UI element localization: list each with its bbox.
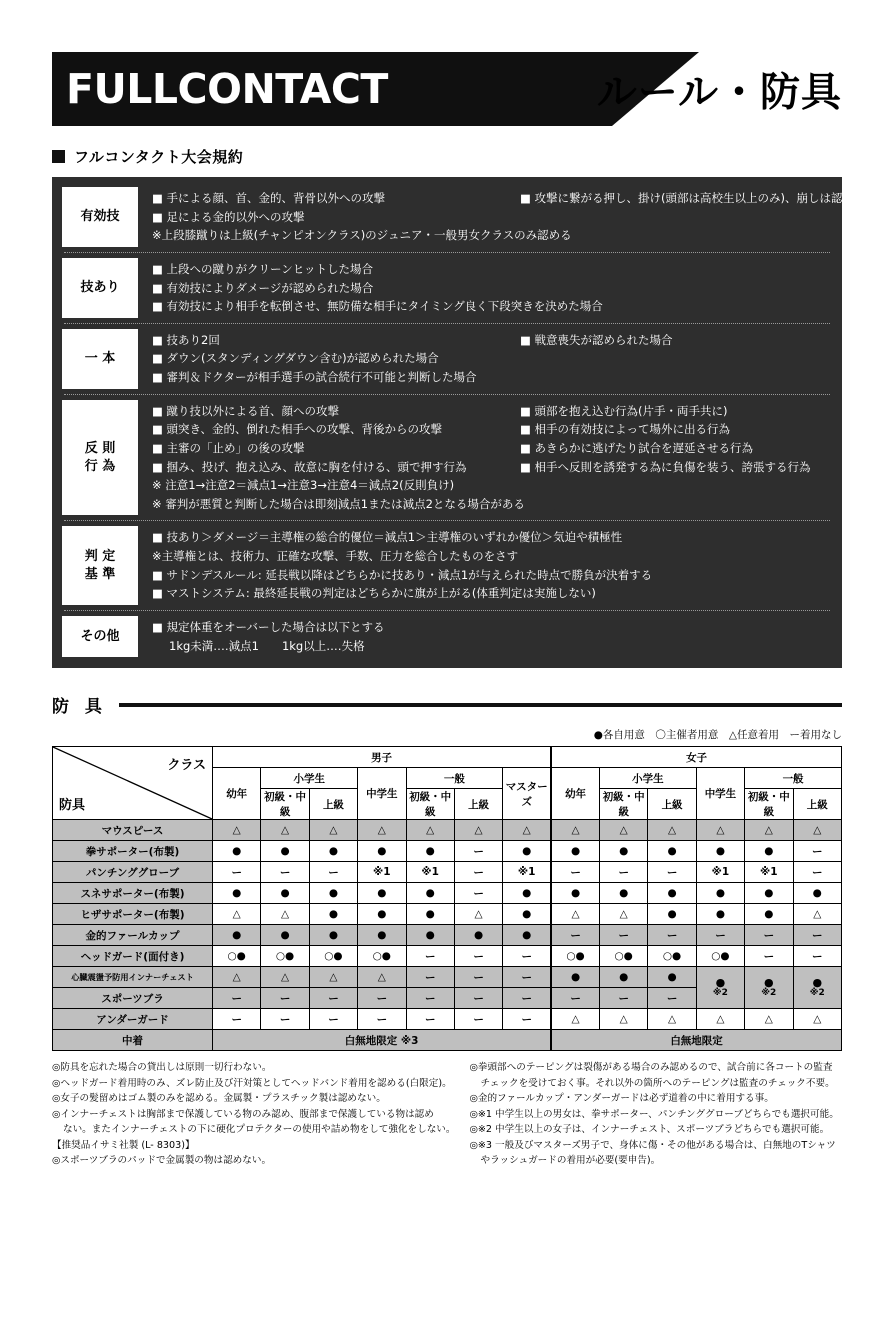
- rule-line-row: [152, 439, 832, 458]
- rule-label: 一 本: [62, 329, 138, 389]
- cell-r7-c5: ー: [454, 967, 502, 988]
- table-row: [53, 862, 842, 883]
- cell-r0-c8: △: [600, 820, 648, 841]
- cell-r8-c7: ー: [551, 988, 599, 1009]
- merged-cell-top: ●: [715, 976, 726, 990]
- equipment-table: [52, 746, 842, 1051]
- rule-line-secondary: [727, 528, 832, 547]
- column-subheader-初級・中級: 初級・中級: [745, 789, 793, 820]
- banner-subtitle: ルール・防具: [596, 69, 842, 116]
- rule-line: ■ 蹴り技以外による首、顔への攻撃: [152, 403, 340, 418]
- cell-r7-c7: ●: [551, 967, 599, 988]
- cell-r3-c12: ●: [793, 883, 842, 904]
- rule-line-secondary: [572, 226, 866, 245]
- cell-underguard-c9: △: [648, 1009, 696, 1030]
- cell-r2-c3: ※1: [358, 862, 406, 883]
- table-row: [53, 1030, 842, 1051]
- row-label-0: マウスピース: [53, 820, 213, 841]
- cell-r3-c0: ●: [213, 883, 261, 904]
- rule-line: ■ 技あり2回: [152, 332, 220, 347]
- rule-body: [138, 327, 832, 391]
- cell-r5-c3: ●: [358, 925, 406, 946]
- column-subheader-上級: 上級: [648, 789, 696, 820]
- cell-r0-c4: △: [406, 820, 454, 841]
- cell-r6-c8: ○●: [600, 946, 648, 967]
- rule-line: ■ 規定体重をオーバーした場合は以下とする: [152, 619, 385, 634]
- column-group-header-一般: 一般: [745, 768, 842, 789]
- cell-r2-c0: ー: [213, 862, 261, 883]
- footnote-left-6: ◎スポーツブラのパッドで金属製の物は認めない。: [52, 1155, 272, 1167]
- rule-line: ■ ダウン(スタンディングダウン含む)が認められた場合: [152, 351, 439, 366]
- cell-r6-c10: ○●: [696, 946, 744, 967]
- equipment-heading-label: 防 具: [52, 697, 107, 718]
- cell-r5-c8: ー: [600, 925, 648, 946]
- heading-rule-line: [119, 703, 842, 707]
- cell-r1-c11: ●: [745, 841, 793, 862]
- cell-nakagi-male: 白無地限定 ※3: [213, 1030, 552, 1051]
- cell-r1-c2: ●: [309, 841, 357, 862]
- rule-line: ■ 技あり＞ダメージ＝主導権の総合的優位＝減点1＞主導権のいずれか優位＞気迫や積極性: [152, 530, 623, 545]
- rule-line-row: [152, 402, 832, 421]
- merged-cell-0: [696, 967, 744, 1009]
- column-header-マスターズ: マスターズ: [503, 768, 551, 820]
- cell-r5-c2: ●: [309, 925, 357, 946]
- table-row: [53, 820, 842, 841]
- table-row: [53, 925, 842, 946]
- footnote-left-2: ◎女子の髪留めはゴム製のみを認める。金属製・プラスチック製は認めない。: [52, 1093, 386, 1105]
- rule-line-row: [152, 547, 832, 566]
- column-subheader-上級: 上級: [454, 789, 502, 820]
- cell-r7-c3: △: [358, 967, 406, 988]
- rule-line-row: [152, 297, 832, 316]
- rule-line-row: [152, 584, 832, 603]
- cell-r2-c6: ※1: [503, 862, 551, 883]
- cell-nakagi-female: 白無地限定: [551, 1030, 841, 1051]
- header-banner: [52, 52, 842, 126]
- table-row: [53, 1009, 842, 1030]
- cell-r6-c12: ー: [793, 946, 842, 967]
- rule-line: ■ マストシステム: 最終延長戦の判定はどちらかに旗が上がる(体重判定は実施しない): [152, 586, 596, 601]
- cell-r7-c0: △: [213, 967, 261, 988]
- rule-line: ■ 頭突き、金的、倒れた相手への攻撃、背後からの攻撃: [152, 422, 443, 437]
- cell-r2-c7: ー: [551, 862, 599, 883]
- cell-r3-c11: ●: [745, 883, 793, 904]
- cell-r4-c9: ●: [648, 904, 696, 925]
- rule-body: [138, 185, 866, 249]
- cell-r8-c2: ー: [309, 988, 357, 1009]
- rule-line: ※上段膝蹴りは上級(チャンピオンクラス)のジュニア・一般男女クラスのみ認める: [152, 228, 572, 243]
- cell-r5-c4: ●: [406, 925, 454, 946]
- cell-underguard-c8: △: [600, 1009, 648, 1030]
- footnote-left-1: ◎ヘッドガード着用時のみ、ズレ防止及び汗対策としてヘッドバンド着用を認める(白限定)。: [52, 1077, 452, 1089]
- rule-line-row: [152, 458, 832, 477]
- rule-line-secondary: ■ 戦意喪失が認められた場合: [520, 332, 673, 347]
- cell-r4-c4: ●: [406, 904, 454, 925]
- rule-label: その他: [62, 616, 138, 657]
- cell-r4-c6: ●: [503, 904, 551, 925]
- row-label-8: スポーツブラ: [53, 988, 213, 1009]
- rule-line: 1kg未満‥‥減点1 1kg以上‥‥失格: [169, 638, 365, 653]
- rule-label: 技あり: [62, 258, 138, 318]
- cell-r0-c0: △: [213, 820, 261, 841]
- rule-body: [138, 524, 832, 607]
- row-label-underguard: アンダーガード: [53, 1009, 213, 1030]
- merged-cell-top: ●: [764, 976, 774, 990]
- rule-line-secondary: ■ 相手の有効技によって場外に出る行為: [520, 422, 731, 437]
- group-header-female: 女子: [551, 747, 841, 768]
- cell-r4-c10: ●: [696, 904, 744, 925]
- cell-r2-c12: ー: [793, 862, 842, 883]
- cell-r1-c5: ー: [454, 841, 502, 862]
- rule-line-row: [152, 618, 832, 637]
- rule-line: ■ 上段への蹴りがクリーンヒットした場合: [152, 261, 373, 276]
- footnote-left-5: 【推奨品イサミ社製 (L- 8303)】: [52, 1139, 195, 1151]
- rule-line: ■ 主審の「止め」の後の攻撃: [152, 440, 305, 455]
- rule-line-row: [152, 226, 866, 245]
- cell-underguard-c5: ー: [454, 1009, 502, 1030]
- rule-line-row: [152, 420, 832, 439]
- cell-r1-c3: ●: [358, 841, 406, 862]
- rule-line-row: [152, 331, 832, 350]
- footnotes-right-column: [469, 1060, 861, 1169]
- rule-line-row: [152, 189, 866, 208]
- rule-label: 判 定 基 準: [62, 526, 138, 605]
- column-group-header-一般: 一般: [406, 768, 503, 789]
- column-header-中学生: 中学生: [696, 768, 744, 820]
- cell-underguard-c2: ー: [309, 1009, 357, 1030]
- rule-line-row: [152, 637, 832, 656]
- table-row: [53, 946, 842, 967]
- column-subheader-初級・中級: 初級・中級: [261, 789, 309, 820]
- rule-line: ■ 審判＆ドクターが相手選手の試合続行不可能と判断した場合: [152, 370, 477, 384]
- cell-r7-c9: ●: [648, 967, 696, 988]
- rule-row: [62, 398, 832, 518]
- footnote-left-3: ◎インナーチェストは胸部まで保護している物のみ認め、腹部まで保護している物は認め: [52, 1108, 434, 1120]
- rule-line-row: [152, 495, 832, 514]
- rule-line: ※ 注意1→注意2＝減点1→注意3→注意4＝減点2(反則負け): [152, 478, 455, 493]
- rules-separator: [64, 323, 830, 324]
- rule-line-secondary: [602, 260, 832, 279]
- cell-r6-c7: ○●: [551, 946, 599, 967]
- rule-line: ※ 審判が悪質と判断した場合は即刻減点1または減点2となる場合がある: [152, 496, 525, 511]
- footnote-right-5: ◎※3 一般及びマスターズ男子で、身体に傷・その他がある場合は、白無地のTシャツ: [469, 1139, 836, 1151]
- cell-r6-c6: ー: [503, 946, 551, 967]
- cell-underguard-c4: ー: [406, 1009, 454, 1030]
- cell-r0-c7: △: [551, 820, 599, 841]
- rule-line-secondary: [520, 208, 866, 227]
- corner-item-label: 防具: [59, 798, 86, 814]
- merged-cell-bottom: ※2: [809, 987, 825, 998]
- column-group-header-小学生: 小学生: [261, 768, 358, 789]
- rule-line: ■ 足による金的以外への攻撃: [152, 209, 305, 224]
- cell-r4-c5: △: [454, 904, 502, 925]
- cell-r4-c11: ●: [745, 904, 793, 925]
- merged-cell-bottom: ※2: [761, 987, 777, 998]
- column-subheader-上級: 上級: [309, 789, 357, 820]
- cell-r3-c7: ●: [551, 883, 599, 904]
- cell-r3-c6: ●: [503, 883, 551, 904]
- rule-body: [138, 256, 832, 320]
- row-label-5: 金的ファールカップ: [53, 925, 213, 946]
- rule-line-secondary: ■ あきらかに逃げたり試合を遅延させる行為: [520, 440, 754, 455]
- cell-r5-c11: ー: [745, 925, 793, 946]
- cell-r0-c3: △: [358, 820, 406, 841]
- footnote-left-4: ない。またインナーチェストの下に硬化プロテクターの使用や詰め物をして強化をしない。: [63, 1124, 456, 1136]
- rules-separator: [64, 252, 830, 253]
- rule-line: ※主導権とは、技術力、正確な攻撃、手数、圧力を総合したものをさす: [152, 549, 519, 563]
- cell-r6-c0: ○●: [213, 946, 261, 967]
- cell-underguard-c12: △: [793, 1009, 842, 1030]
- cell-r5-c6: ●: [503, 925, 551, 946]
- cell-r7-c2: △: [309, 967, 357, 988]
- footnote-right-1: チェックを受けておく事。それ以外の箇所へのテーピングは監査のチェック不要。: [480, 1077, 835, 1089]
- rule-line-secondary: [603, 279, 832, 298]
- row-label-7: 心臓震盪予防用インナーチェスト: [53, 967, 213, 988]
- rule-line: ■ 掴み、投げ、抱え込み、故意に胸を付ける、頭で押す行為: [152, 459, 467, 474]
- cell-r6-c11: ー: [745, 946, 793, 967]
- cell-r8-c3: ー: [358, 988, 406, 1009]
- cell-r3-c1: ●: [261, 883, 309, 904]
- rule-label: 有効技: [62, 187, 138, 247]
- cell-r5-c5: ●: [454, 925, 502, 946]
- cell-r3-c9: ●: [648, 883, 696, 904]
- rules-separator: [64, 520, 830, 521]
- cell-underguard-c0: ー: [213, 1009, 261, 1030]
- bullet-square-icon: [52, 150, 65, 163]
- rule-line-secondary: [714, 584, 832, 603]
- rules-panel: [52, 177, 866, 668]
- rule-line-secondary: [520, 349, 832, 368]
- cell-r4-c0: △: [213, 904, 261, 925]
- cell-r7-c1: △: [261, 967, 309, 988]
- rules-heading-label: フルコンタクト大会規約: [74, 148, 244, 166]
- rule-line-secondary: [598, 637, 832, 656]
- table-row: [53, 904, 842, 925]
- cell-r1-c7: ●: [551, 841, 599, 862]
- column-subheader-上級: 上級: [793, 789, 842, 820]
- cell-r3-c8: ●: [600, 883, 648, 904]
- rule-row: [62, 614, 832, 659]
- cell-r4-c12: △: [793, 904, 842, 925]
- column-header-中学生: 中学生: [358, 768, 406, 820]
- rule-line-secondary: [675, 547, 832, 566]
- cell-underguard-c6: ー: [503, 1009, 551, 1030]
- rule-line-secondary: [525, 495, 832, 514]
- rule-line-secondary: ■ 攻撃に繋がる押し、掛け(頭部は高校生以上のみ)、崩しは認める: [520, 191, 866, 205]
- cell-r1-c9: ●: [648, 841, 696, 862]
- corner-header: [53, 747, 213, 820]
- cell-r2-c8: ー: [600, 862, 648, 883]
- cell-underguard-c7: △: [551, 1009, 599, 1030]
- cell-r1-c1: ●: [261, 841, 309, 862]
- rule-body: [138, 614, 832, 659]
- cell-r5-c1: ●: [261, 925, 309, 946]
- table-row: [53, 883, 842, 904]
- group-header-male: 男子: [213, 747, 552, 768]
- cell-r3-c3: ●: [358, 883, 406, 904]
- cell-r6-c9: ○●: [648, 946, 696, 967]
- rule-line-row: [152, 260, 832, 279]
- row-label-4: ヒザサポーター(布製): [53, 904, 213, 925]
- cell-r1-c12: ー: [793, 841, 842, 862]
- rule-line-secondary: [520, 368, 832, 387]
- row-label-6: ヘッドガード(面付き): [53, 946, 213, 967]
- rule-label: 反 則 行 為: [62, 400, 138, 516]
- cell-r5-c10: ー: [696, 925, 744, 946]
- merged-cell-1: [745, 967, 793, 1009]
- table-row: [53, 841, 842, 862]
- merged-cell-bottom: ※2: [712, 987, 728, 998]
- cell-r6-c1: ○●: [261, 946, 309, 967]
- document-page: [0, 52, 893, 1323]
- footnote-right-3: ◎※1 中学生以上の男女は、拳サポーター、パンチンググローブどちらでも選択可能。: [469, 1108, 839, 1120]
- cell-r8-c8: ー: [600, 988, 648, 1009]
- footnotes: [52, 1060, 852, 1169]
- rules-separator: [64, 610, 830, 611]
- rule-line-row: [152, 566, 832, 585]
- footnote-left-0: ◎防具を忘れた場合の貸出しは原則一切行わない。: [52, 1062, 272, 1074]
- cell-r2-c2: ー: [309, 862, 357, 883]
- column-subheader-初級・中級: 初級・中級: [406, 789, 454, 820]
- cell-r5-c12: ー: [793, 925, 842, 946]
- cell-r0-c11: △: [745, 820, 793, 841]
- rule-line-secondary: ■ 相手へ反則を誘発する為に負傷を装う、誇張する行為: [520, 459, 811, 474]
- equipment-section-heading: [52, 692, 842, 717]
- column-group-header-小学生: 小学生: [600, 768, 697, 789]
- cell-r7-c8: ●: [600, 967, 648, 988]
- column-header-幼年: 幼年: [551, 768, 599, 820]
- cell-r4-c3: ●: [358, 904, 406, 925]
- cell-r4-c8: △: [600, 904, 648, 925]
- footnote-right-6: やラッシュガードの着用が必要(要申告)。: [480, 1155, 661, 1167]
- corner-class-label: クラス: [167, 758, 206, 774]
- cell-r3-c10: ●: [696, 883, 744, 904]
- cell-r0-c5: △: [454, 820, 502, 841]
- cell-r7-c6: ー: [503, 967, 551, 988]
- cell-r5-c9: ー: [648, 925, 696, 946]
- column-subheader-初級・中級: 初級・中級: [600, 789, 648, 820]
- cell-r2-c4: ※1: [406, 862, 454, 883]
- row-label-3: スネサポーター(布製): [53, 883, 213, 904]
- cell-r3-c5: ー: [454, 883, 502, 904]
- cell-underguard-c3: ー: [358, 1009, 406, 1030]
- cell-r5-c7: ー: [551, 925, 599, 946]
- cell-r6-c4: ー: [406, 946, 454, 967]
- cell-r8-c4: ー: [406, 988, 454, 1009]
- rule-row: [62, 327, 832, 391]
- cell-r3-c2: ●: [309, 883, 357, 904]
- row-label-nakagi: 中着: [53, 1030, 213, 1051]
- cell-r4-c7: △: [551, 904, 599, 925]
- rule-line-secondary: [717, 297, 832, 316]
- cell-r0-c9: △: [648, 820, 696, 841]
- rule-line: ■ サドンデスルール: 延長戦以降はどちらかに技あり・減点1が与えられた時点で勝負が決着する: [152, 567, 653, 582]
- rule-line: ■ 有効技によりダメージが認められた場合: [152, 280, 374, 295]
- cell-underguard-c11: △: [745, 1009, 793, 1030]
- rules-separator: [64, 394, 830, 395]
- rule-line-row: [152, 476, 832, 495]
- rule-line-row: [152, 349, 832, 368]
- cell-underguard-c10: △: [696, 1009, 744, 1030]
- cell-r1-c0: ●: [213, 841, 261, 862]
- cell-r6-c5: ー: [454, 946, 502, 967]
- rule-line: ■ 手による顔、首、金的、背骨以外への攻撃: [152, 191, 386, 205]
- rule-body: [138, 398, 832, 518]
- cell-r6-c2: ○●: [309, 946, 357, 967]
- cell-r0-c1: △: [261, 820, 309, 841]
- cell-r5-c0: ●: [213, 925, 261, 946]
- cell-r1-c8: ●: [600, 841, 648, 862]
- rule-line-row: [152, 368, 832, 387]
- cell-r8-c0: ー: [213, 988, 261, 1009]
- cell-r0-c12: △: [793, 820, 842, 841]
- cell-r4-c1: △: [261, 904, 309, 925]
- rule-row: [62, 524, 832, 607]
- cell-r0-c2: △: [309, 820, 357, 841]
- cell-r4-c2: ●: [309, 904, 357, 925]
- footnote-right-4: ◎※2 中学生以上の女子は、インナーチェスト、スポーツブラどちらでも選択可能。: [469, 1124, 830, 1136]
- cell-r2-c5: ー: [454, 862, 502, 883]
- cell-underguard-c1: ー: [261, 1009, 309, 1030]
- cell-r1-c4: ●: [406, 841, 454, 862]
- cell-r0-c6: △: [503, 820, 551, 841]
- cell-r3-c4: ●: [406, 883, 454, 904]
- cell-r6-c3: ○●: [358, 946, 406, 967]
- footnote-right-2: ◎金的ファールカップ・アンダーガードは必ず道着の中に着用する事。: [469, 1093, 774, 1105]
- row-label-2: パンチンググローブ: [53, 862, 213, 883]
- footnotes-left-column: [52, 1060, 455, 1169]
- merged-cell-2: [793, 967, 842, 1009]
- table-row: [53, 967, 842, 988]
- banner-title: FULLCONTACT: [66, 65, 388, 113]
- rule-row: [62, 256, 832, 320]
- cell-r8-c5: ー: [454, 988, 502, 1009]
- table-header-row: [53, 747, 842, 768]
- rule-line-secondary: [608, 618, 832, 637]
- cell-r1-c10: ●: [696, 841, 744, 862]
- cell-r0-c10: △: [696, 820, 744, 841]
- footnote-right-0: ◎拳頭部へのテーピングは裂傷がある場合のみ認めるので、試合前に各コートの監査: [469, 1062, 833, 1074]
- row-label-1: 拳サポーター(布製): [53, 841, 213, 862]
- cell-r8-c9: ー: [648, 988, 696, 1009]
- rule-line-secondary: ■ 頭部を抱え込む行為(片手・両手共に): [520, 403, 728, 418]
- rule-line-secondary: [520, 476, 832, 495]
- cell-r2-c11: ※1: [745, 862, 793, 883]
- cell-r7-c4: ー: [406, 967, 454, 988]
- rule-line-row: [152, 279, 832, 298]
- rules-section-heading: [52, 146, 893, 167]
- equipment-legend: ●各自用意 〇主催者用意 △任意着用 ー着用なし: [593, 729, 842, 742]
- rule-line: ■ 有効技により相手を転倒させ、無防備な相手にタイミング良く下段突きを決めた場合: [152, 299, 603, 314]
- rule-line-secondary: [742, 566, 832, 585]
- cell-r8-c1: ー: [261, 988, 309, 1009]
- cell-r2-c9: ー: [648, 862, 696, 883]
- rule-line-row: [152, 208, 866, 227]
- cell-r1-c6: ●: [503, 841, 551, 862]
- cell-r8-c6: ー: [503, 988, 551, 1009]
- rule-line-row: [152, 528, 832, 547]
- merged-cell-top: ●: [812, 976, 823, 990]
- column-header-幼年: 幼年: [213, 768, 261, 820]
- rule-row: [62, 185, 866, 249]
- cell-r2-c1: ー: [261, 862, 309, 883]
- cell-r2-c10: ※1: [696, 862, 744, 883]
